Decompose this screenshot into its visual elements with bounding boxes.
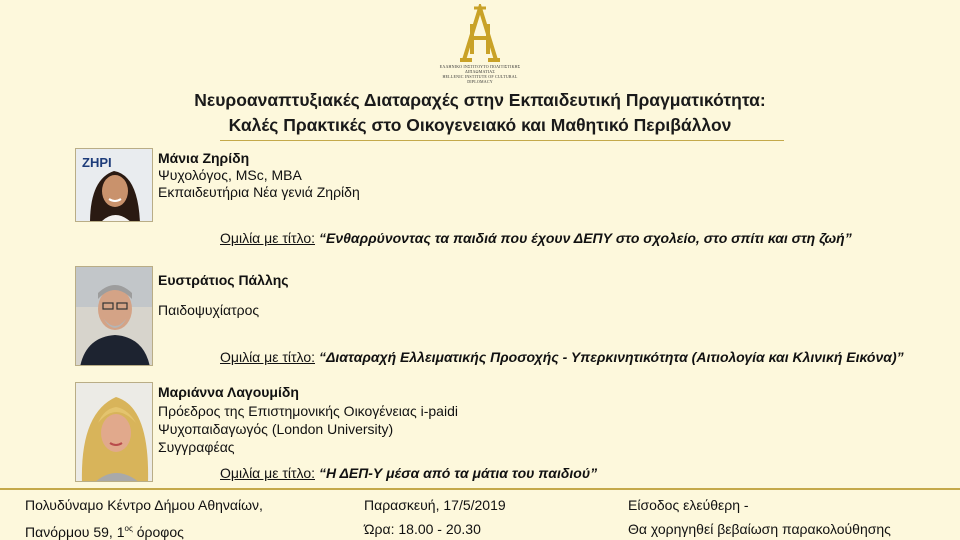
institute-logo	[432, 4, 528, 84]
talk-title: “Διαταραχή Ελλειματικής Προσοχής - Υπερκινητικότητα (Αιτιολογία και Κλινική Εικόνα)”	[319, 349, 904, 365]
venue-floor-sup: ος	[124, 524, 133, 533]
venue-address: Πανόρμου 59, 1	[25, 524, 125, 540]
speaker-photo-pallis	[75, 266, 153, 366]
talk-title-row	[220, 464, 597, 482]
speaker-credentials: Παιδοψυχίατρος	[158, 302, 260, 318]
talk-title-row	[220, 348, 904, 366]
footer-divider	[0, 488, 960, 490]
talk-title: “Ενθαρρύνοντας τα παιδιά που έχουν ΔΕΠΥ στο σχολείο, στο σπίτι και στη ζωή”	[319, 230, 852, 246]
speaker-photo-zhridi	[75, 148, 153, 222]
speaker-name: Μάνια Ζηρίδη	[158, 150, 250, 166]
title-divider	[220, 140, 784, 141]
certificate-info: Θα χορηγηθεί βεβαίωση παρακολούθησης	[628, 521, 891, 537]
speaker-credentials: Ψυχοπαιδαγωγός (London University)	[158, 421, 394, 437]
photo-sign-text: ΖΗΡΙ	[82, 155, 112, 170]
venue-line1: Πολυδύναμο Κέντρο Δήμου Αθηναίων,	[25, 497, 263, 513]
speaker-name: Μαριάννα Λαγουμίδη	[158, 384, 299, 400]
logo-monogram-icon	[458, 4, 502, 64]
speaker-name: Ευστράτιος Πάλλης	[158, 272, 289, 288]
speaker-photo-lagoumidi	[75, 382, 153, 482]
venue-line2	[25, 520, 184, 540]
speaker-credentials: Συγγραφέας	[158, 439, 235, 455]
talk-label: Ομιλία με τίτλο:	[220, 465, 315, 481]
talk-title-row	[220, 229, 852, 247]
event-date: Παρασκευή, 17/5/2019	[364, 497, 506, 513]
logo-text-english: HELLENIC INSTITUTE OF CULTURAL DIPLOMACY	[442, 74, 518, 84]
event-time: Ώρα: 18.00 - 20.30	[364, 521, 481, 537]
event-title	[0, 88, 960, 138]
talk-label: Ομιλία με τίτλο:	[220, 349, 315, 365]
entry-info: Είσοδος ελεύθερη -	[628, 497, 749, 513]
venue-floor: όροφος	[132, 524, 184, 540]
speaker-credentials: Πρόεδρος της Επιστημονικής Οικογένειας i-paidi	[158, 403, 458, 419]
logo-text-greek: ΕΛΛΗΝΙΚΟ ΙΝΣΤΙΤΟΥΤΟ ΠΟΛΙΤΙΣΤΙΚΗΣ ΔΙΠΛΩΜΑΤΙΑΣ	[439, 64, 521, 74]
talk-title: “Η ΔΕΠ-Υ μέσα από τα μάτια του παιδιού”	[319, 465, 598, 481]
event-title-line1: Νευροαναπτυξιακές Διαταραχές στην Εκπαιδευτική Πραγματικότητα:	[194, 90, 766, 110]
talk-label: Ομιλία με τίτλο:	[220, 230, 315, 246]
speaker-affiliation: Εκπαιδευτήρια Νέα γενιά Ζηρίδη	[158, 184, 360, 200]
speaker-credentials: Ψυχολόγος, MSc, MBA	[158, 167, 302, 183]
event-title-line2: Καλές Πρακτικές στο Οικογενειακό και Μαθητικό Περιβάλλον	[228, 115, 732, 135]
